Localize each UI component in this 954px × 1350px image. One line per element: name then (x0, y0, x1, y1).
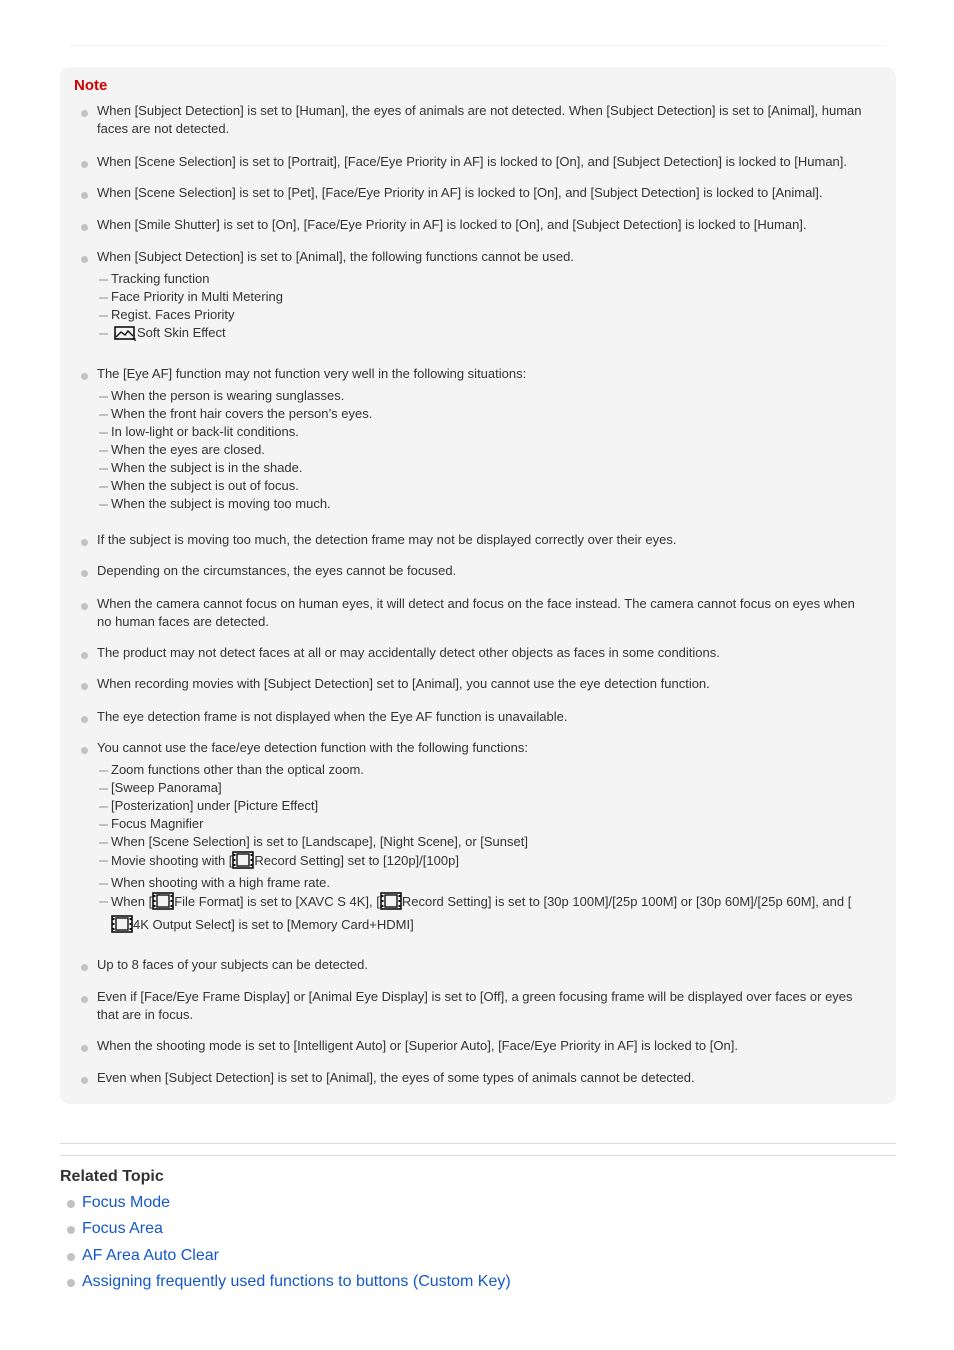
dash-marker (99, 883, 108, 885)
bullet-dot (67, 1200, 75, 1208)
related-item (60, 1216, 511, 1242)
dash-marker (99, 279, 108, 281)
note-item: You cannot use the face/eye detection function with the following functions: Zoom functions other than the optical zoom. [Sweep Panorama] [Posterization] under [Picture Effect] Focus Magnifier When [Scene Selection] is set to [Landscape], [Night Scene], or [Sunset] Movie shooting with [ Record Setting] set to [120p]/[100p] When shooting with a high frame rate. When [ File Format] is set to [XAVC S 4K], [ Record Setting] is set to [30p 100M]/[25p 100M] or [30p 60M]/[25p 60M], and [4K Output Select] is set to [Memory Card+HDMI] (74, 739, 870, 938)
bullet-dot (81, 373, 88, 380)
link-custom-key[interactable]: Assigning frequently used functions to buttons (Custom Key) (82, 1272, 511, 1290)
sub-item: Focus Magnifier (97, 815, 870, 833)
sub-item: When the subject is moving too much. (97, 495, 870, 513)
sub-item: When [Scene Selection] is set to [Landscape], [Night Scene], or [Sunset] (97, 833, 870, 851)
dash-marker (99, 486, 108, 488)
note-item: When [Subject Detection] is set to [Animal], the following functions cannot be used. Tracking function Face Priority in Multi Metering Regist. Faces Priority Soft Skin Effect (74, 248, 870, 346)
dash-marker (99, 806, 108, 808)
movie-icon (152, 892, 174, 915)
bullet-dot (67, 1253, 75, 1261)
bullet-dot (81, 1045, 88, 1052)
note-list (74, 102, 870, 1087)
dash-marker (99, 315, 108, 317)
dash-marker (99, 824, 108, 826)
note-item: When the camera cannot focus on human eyes, it will detect and focus on the face instead. The camera cannot focus on eyes when no human faces are detected. (74, 595, 870, 631)
link-focus-mode[interactable]: Focus Mode (82, 1194, 171, 1211)
bullet-dot (81, 996, 88, 1003)
note-box (60, 67, 896, 1104)
related-item (60, 1190, 511, 1216)
bullet-dot (81, 161, 88, 168)
related-item (60, 1269, 511, 1295)
related-topic-list (60, 1190, 511, 1295)
dash-marker (99, 450, 108, 452)
bullet-dot (81, 747, 88, 754)
dash-marker (99, 842, 108, 844)
bullet-dot (81, 652, 88, 659)
dash-marker (99, 770, 108, 772)
bullet-dot (81, 256, 88, 263)
note-item: When recording movies with [Subject Detection] set to [Animal], you cannot use the eye detection function. (74, 675, 870, 693)
sub-item: When the subject is out of focus. (97, 477, 870, 495)
note-item: When [Subject Detection] is set to [Human], the eyes of animals are not detected. When [Subject Detection] is set to [Animal], human faces are not detected. (74, 102, 870, 138)
sub-item: Face Priority in Multi Metering (97, 288, 870, 306)
section-divider (60, 1143, 896, 1144)
dash-marker (99, 860, 108, 862)
link-focus-area[interactable]: Focus Area (82, 1220, 163, 1238)
bullet-dot (81, 192, 88, 199)
bullet-dot (81, 1077, 88, 1084)
dash-marker (99, 468, 108, 470)
sub-item: When the front hair covers the person’s eyes. (97, 405, 870, 423)
bullet-dot (67, 1226, 75, 1234)
note-title: Note (74, 77, 108, 94)
note-item: Even if [Face/Eye Frame Display] or [Animal Eye Display] is set to [Off], a green focusing frame will be displayed over faces or eyes that are in focus. (74, 988, 870, 1024)
movie-icon (380, 892, 402, 915)
bullet-dot (81, 964, 88, 971)
sub-item: When the eyes are closed. (97, 441, 870, 459)
bullet-dot (81, 716, 88, 723)
dash-marker (99, 432, 108, 434)
dash-marker (99, 297, 108, 299)
note-item: Up to 8 faces of your subjects can be detected. (74, 956, 870, 974)
sub-item: Tracking function (97, 270, 870, 288)
note-item: The eye detection frame is not displayed when the Eye AF function is unavailable. (74, 708, 870, 726)
note-item: When [Scene Selection] is set to [Pet], [Face/Eye Priority in AF] is locked to [On], and [Subject Detection] is locked to [Animal]. (74, 184, 870, 202)
link-af-area-auto-clear[interactable]: AF Area Auto Clear (82, 1246, 219, 1264)
sub-item: Movie shooting with [ Record Setting] set to [120p]/[100p] (97, 851, 870, 874)
note-item: When [Smile Shutter] is set to [On], [Face/Eye Priority in AF] is locked to [On], and [Subject Detection] is locked to [Human]. (74, 216, 870, 234)
sub-item: [Posterization] under [Picture Effect] (97, 797, 870, 815)
movie-icon (111, 915, 133, 938)
top-divider (70, 45, 885, 46)
soft-skin-icon (114, 325, 136, 346)
bullet-dot (81, 683, 88, 690)
bullet-dot (81, 539, 88, 546)
section-divider (60, 1155, 896, 1156)
dash-marker (99, 333, 108, 335)
dash-marker (99, 788, 108, 790)
sub-item: When the subject is in the shade. (97, 459, 870, 477)
note-item: Even when [Subject Detection] is set to [Animal], the eyes of some types of animals cannot be detected. (74, 1069, 870, 1087)
sub-item: Soft Skin Effect (97, 324, 870, 346)
note-item: The [Eye AF] function may not function very well in the following situations: When the person is wearing sunglasses. When the front hair covers the person’s eyes. In low-light or back-lit conditions. When the eyes are closed. When the subject is in the shade. When the subject is out of focus. When the subject is moving too much. (74, 365, 870, 513)
related-topic-heading: Related Topic (60, 1168, 164, 1185)
sub-list (97, 270, 870, 346)
note-item: The product may not detect faces at all or may accidentally detect other objects as faces in some conditions. (74, 644, 870, 662)
sub-item: In low-light or back-lit conditions. (97, 423, 870, 441)
sub-item: When [ File Format] is set to [XAVC S 4K], [ Record Setting] is set to [30p 100M]/[25p 100M] or [30p 60M]/[25p 60M], and [4K Output Select] is set to [Memory Card+HDMI] (97, 892, 870, 938)
bullet-dot (67, 1279, 75, 1287)
note-item: If the subject is moving too much, the detection frame may not be displayed correctly over their eyes. (74, 531, 870, 549)
sub-list (97, 761, 870, 938)
movie-icon (232, 851, 254, 874)
related-item (60, 1243, 511, 1269)
bullet-dot (81, 603, 88, 610)
dash-marker (99, 414, 108, 416)
sub-item: When shooting with a high frame rate. (97, 874, 870, 892)
sub-item: When the person is wearing sunglasses. (97, 387, 870, 405)
dash-marker (99, 504, 108, 506)
note-item: When [Scene Selection] is set to [Portrait], [Face/Eye Priority in AF] is locked to [On], and [Subject Detection] is locked to [Human]. (74, 153, 870, 171)
sub-item: Regist. Faces Priority (97, 306, 870, 324)
sub-list (97, 387, 870, 513)
note-item: When the shooting mode is set to [Intelligent Auto] or [Superior Auto], [Face/Eye Priority in AF] is locked to [On]. (74, 1037, 870, 1055)
note-item: Depending on the circumstances, the eyes cannot be focused. (74, 562, 870, 580)
bullet-dot (81, 110, 88, 117)
dash-marker (99, 396, 108, 398)
bullet-dot (81, 570, 88, 577)
sub-item: [Sweep Panorama] (97, 779, 870, 797)
bullet-dot (81, 224, 88, 231)
sub-item: Zoom functions other than the optical zoom. (97, 761, 870, 779)
dash-marker (99, 901, 108, 903)
